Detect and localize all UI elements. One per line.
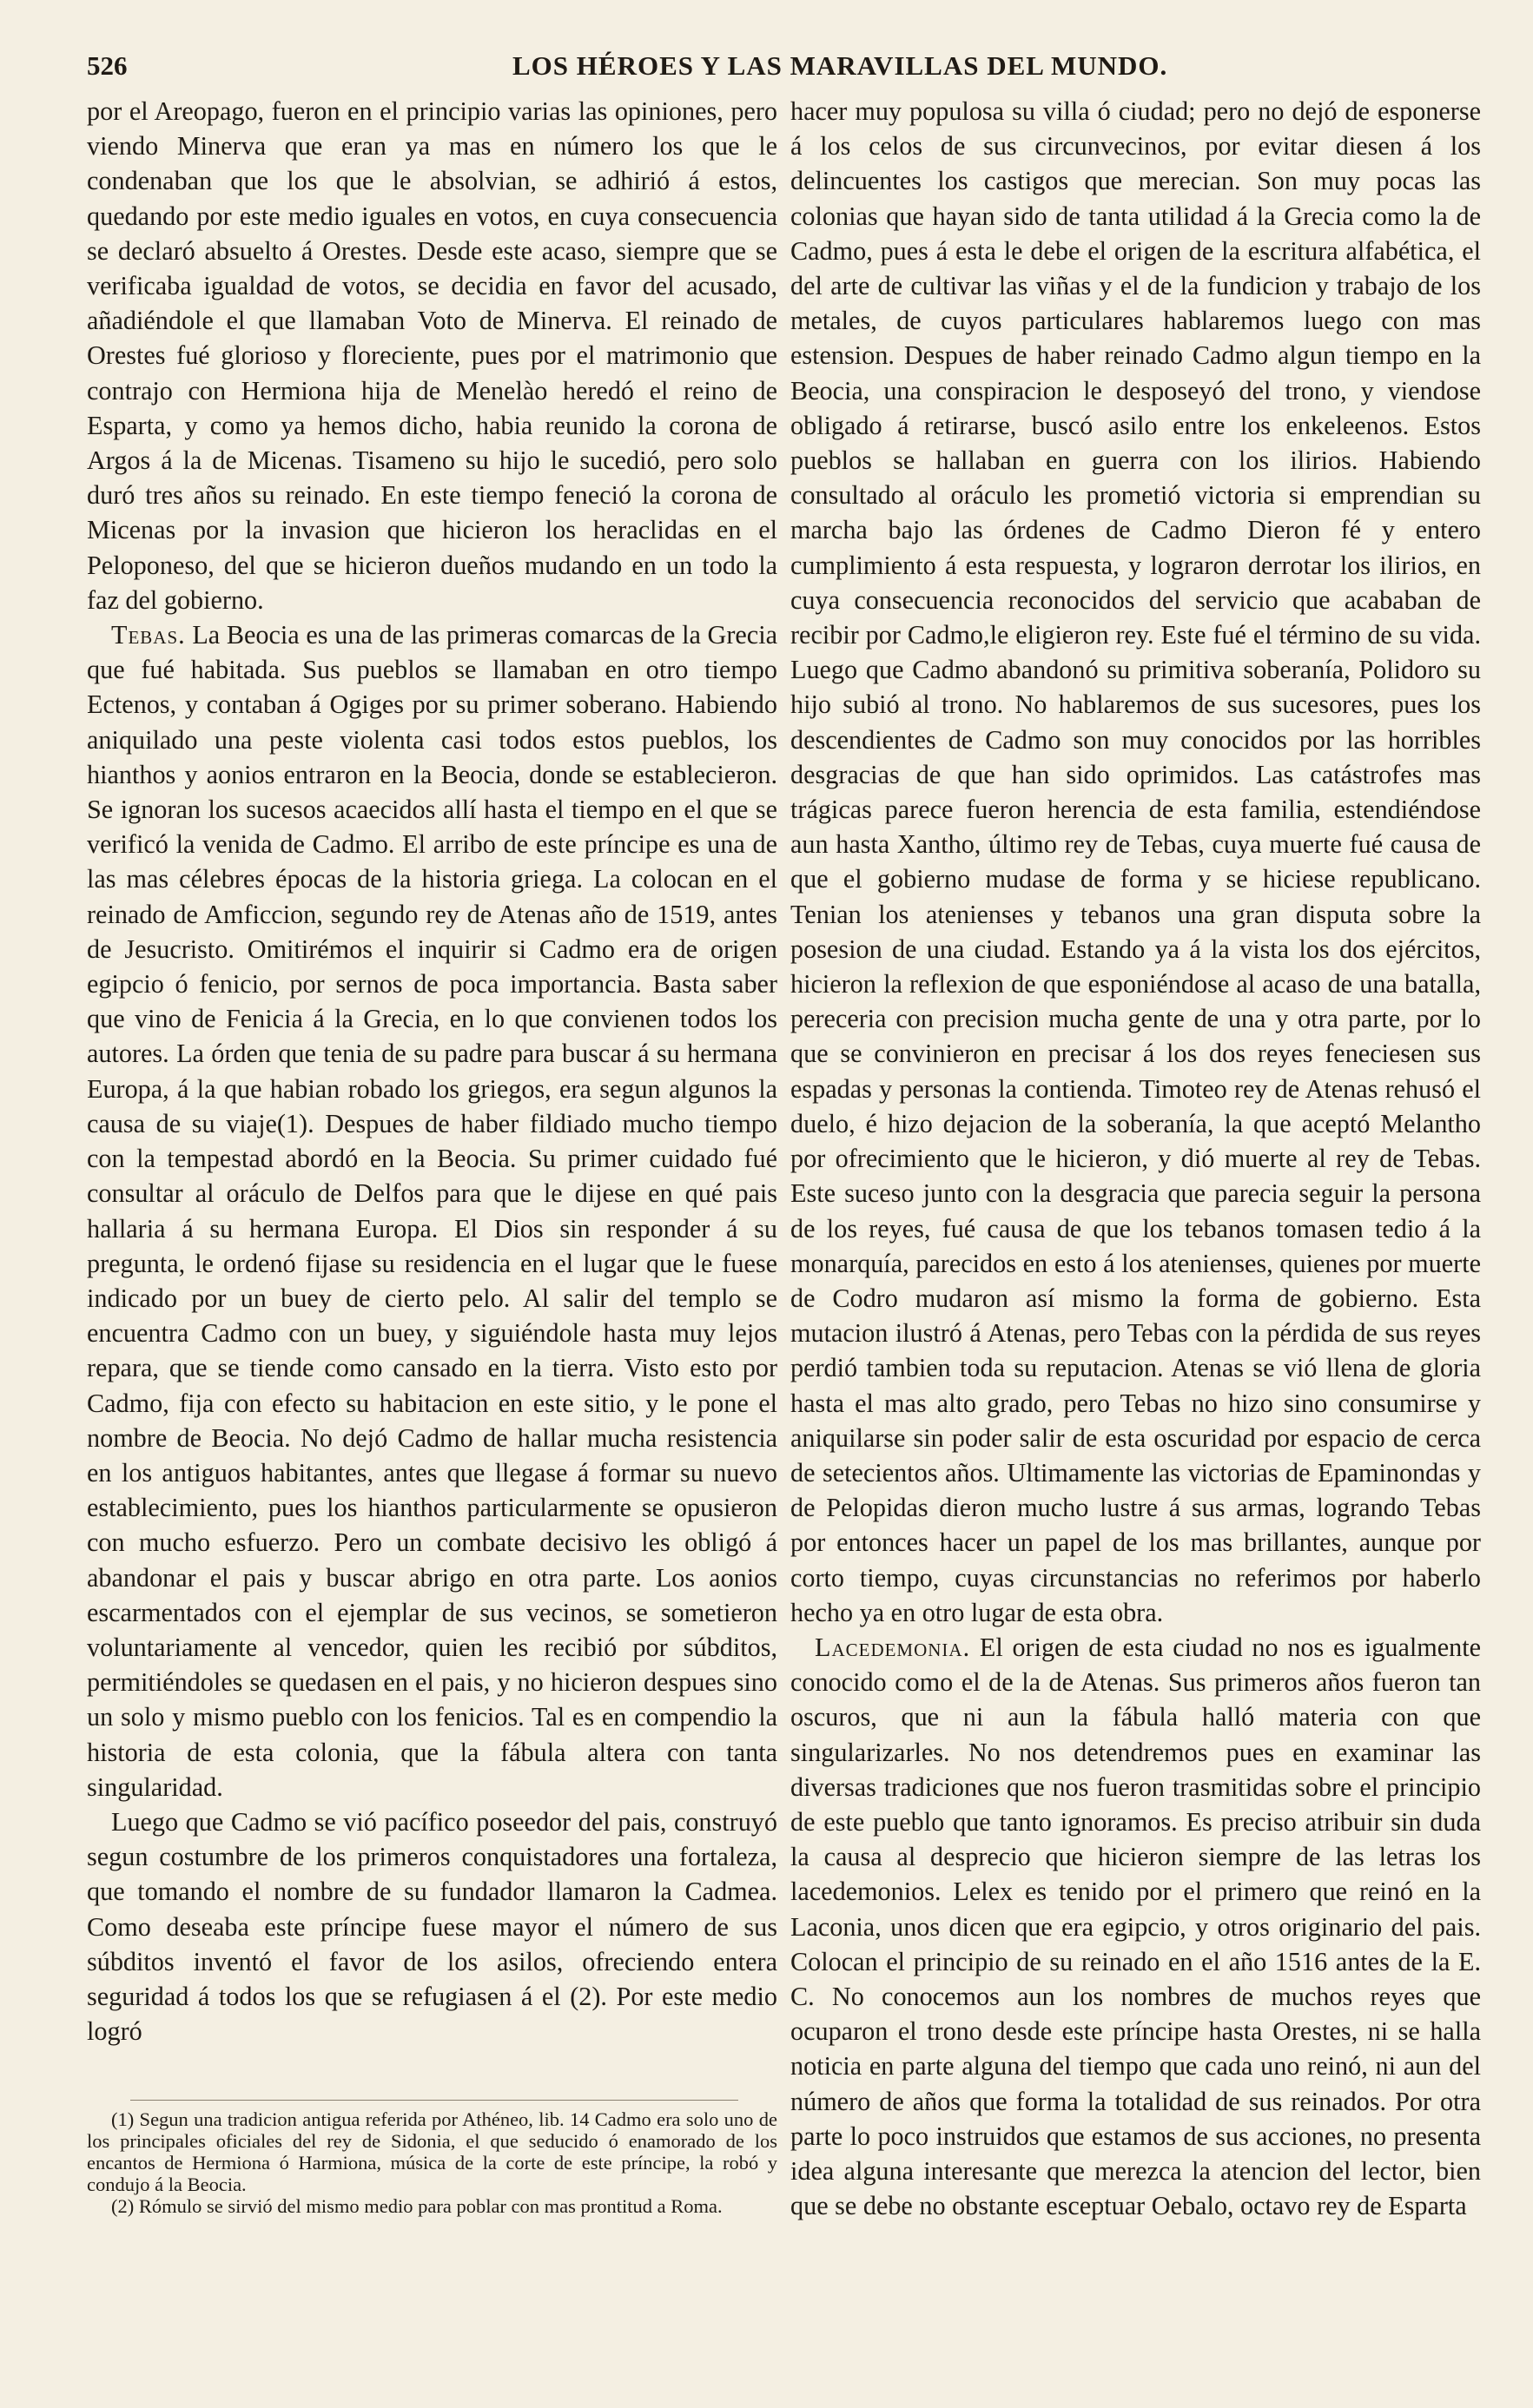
page-number: 526: [87, 50, 128, 81]
footnote-1: (1) Segun una tradicion antigua referida por Athéneo, lib. 14 Cadmo era solo uno de los principales oficiales del rey de Sidonia, el que seducido ó enamorado de los encantos de Hermiona ó Harmiona, música de la corte de este príncipe, la robó y condujo á la Beocia.: [87, 2108, 777, 2195]
paragraph-tebas: [87, 617, 777, 1804]
footnote-2: (2) Rómulo se sirvió del mismo medio para poblar con mas prontitud a Roma.: [111, 2195, 723, 2217]
section-heading-tebas: Tebas.: [111, 620, 186, 650]
paragraph-cadmea: Luego que Cadmo se vió pacífico poseedor del pais, construyó segun costumbre de los primeros conquistadores una fortaleza, que tomando el nombre de su fundador llamaron la Cadmea. Como deseaba este príncipe fuese mayor el número de sus súbditos inventó el favor de los asilos, ofreciendo entera seguridad á todos los que se refugiasen á el (2). Por este medio logró: [87, 1806, 777, 2047]
paragraph-lacedemonia: [790, 1630, 1481, 2223]
page-header: [87, 50, 1459, 85]
footnote-divider: [130, 2100, 738, 2101]
running-title: LOS HÉROES Y LAS MARAVILLAS DEL MUNDO.: [512, 50, 1168, 81]
paragraph-lacedemonia-text: El origen de esta ciudad no nos es igualmente conocido como el de la de Atenas. Sus primeros años fueron tan oscuros, que ni aun la fábula halló materia con que singularizarles. No nos detendremos pues en examinar las diversas tradiciones que nos fueron trasmitidas sobre el principio de este pueblo que tanto ignoramos. Es preciso atribuir sin duda la causa al desprecio que hicieron siempre de las letras los lacedemonios. Lelex es tenido por el primero que reinó en la Laconia, unos dicen que era egipcio, y otros originario del pais. Colocan el principio de su reinado en el año 1516 antes de la E. C. No conocemos aun los nombres de muchos reyes que ocuparon el trono desde este príncipe hasta Orestes, ni se halla noticia en parte alguna del tiempo que cada uno reinó, ni aun del número de años que forma la totalidad de sus reinados. Por otra parte lo poco instruidos que estamos de sus acciones, no presenta idea alguna interesante que merezca la atencion del lector, bien que se debe no obstante esceptuar Oebalo, octavo rey de Esparta: [790, 1632, 1481, 2221]
section-heading-lacedemonia: Lacedemonia.: [815, 1632, 971, 1662]
paragraph-cadmo-reign: hacer muy populosa su villa ó ciudad; pero no dejó de esponerse á los celos de sus circunvecinos, por evitar diesen á los delincuentes los castigos que merecian. Son muy pocas las colonias que hayan sido de tanta utilidad á la Grecia como la de Cadmo, pues á esta le debe el origen de la escritura alfabética, el del arte de cultivar las viñas y el de la fundicion y trabajo de los metales, de cuyos particulares hablaremos luego con mas estension. Despues de haber reinado Cadmo algun tiempo en la Beocia, una conspiracion le desposeyó del trono, y viendose obligado á retirarse, buscó asilo entre los enkeleenos. Estos pueblos se hallaban en guerra con los ilirios. Habiendo consultado al oráculo les prometió victoria si emprendian su marcha bajo las órdenes de Cadmo Dieron fé y entero cumplimiento á esta respuesta, y lograron derrotar los ilirios, en cuya consecuencia reconocidos del servicio que acababan de recibir por Cadmo,le eligieron rey. Este fué el término de su vida. Luego que Cadmo abandonó su primitiva soberanía, Polidoro su hijo subió al trono. No hablaremos de sus sucesores, pues los descendientes de Cadmo son muy conocidos por las horribles desgracias de que han sido oprimidos. Las catástrofes mas trágicas parece fueron herencia de esta familia, estendiéndose aun hasta Xantho, último rey de Tebas, cuya muerte fué causa de que el gobierno mudase de forma y se hiciese republicano. Tenian los atenienses y tebanos una gran disputa sobre la posesion de una ciudad. Estando ya á la vista los dos ejércitos, hicieron la reflexion de que esponiéndose al acaso de una batalla, pereceria con precision mucha gente de una y otra parte, por lo que se convinieron en precisar á los dos reyes feneciesen sus espadas y personas la contienda. Timoteo rey de Atenas rehusó el duelo, é hizo dejacion de la soberanía, la que aceptó Melantho por ofrecimiento que le hicieron, y dió muerte al rey de Tebas. Este suceso junto con la desgracia que parecia seguir la persona de los reyes, fué causa de que los tebanos tomasen tedio á la monarquía, parecidos en esto á los atenienses, quienes por muerte de Codro mudaron así mismo la forma de gobierno. Esta mutacion ilustró á Atenas, pero Tebas con la pérdida de sus reyes perdió tambien toda su reputacion. Atenas se vió llena de gloria hasta el mas alto grado, pero Tebas no hizo sino consumirse y aniquilarse sin poder salir de esta oscuridad por espacio de cerca de setecientos años. Ultimamente las victorias de Epaminondas y de Pelopidas dieron mucho lustre á sus armas, logrando Tebas por entonces hacer un papel de los mas brillantes, aunque por corto tiempo, cuyas circunstancias no referimos por haberlo hecho ya en otro lugar de esta obra.: [790, 96, 1481, 1627]
right-column: [790, 94, 1481, 2223]
paragraph-tebas-text: La Beocia es una de las primeras comarcas de la Grecia que fué habitada. Sus pueblos se llamaban en otro tiempo Ectenos, y contaban á Ogiges por su primer soberano. Habiendo aniquilado una peste violenta casi todos estos pueblos, los hianthos y aonios entraron en la Beocia, donde se establecieron. Se ignoran los sucesos acaecidos allí hasta el tiempo en el que se verificó la venida de Cadmo. El arribo de este príncipe es una de las mas célebres épocas de la historia griega. La colocan en el reinado de Amficcion, segundo rey de Atenas año de 1519, antes de Jesucristo. Omitirémos el inquirir si Cadmo era de origen egipcio ó fenicio, por sernos de poca importancia. Basta saber que vino de Fenicia á la Grecia, en lo que convienen todos los autores. La órden que tenia de su padre para buscar á su hermana Europa, á la que habian robado los griegos, era segun algunos la causa de su viaje(1). Despues de haber fildiado mucho tiempo con la tempestad abordó en la Beocia. Su primer cuidado fué consultar al oráculo de Delfos para que le dijese en qué pais hallaria á su hermana Europa. El Dios sin responder á su pregunta, le ordenó fijase su residencia en el lugar que le fuese indicado por un buey de cierto pelo. Al salir del templo se encuentra Cadmo con un buey, y siguiéndole hasta muy lejos repara, que se tiende como cansado en la tierra. Visto esto por Cadmo, fija con efecto su habitacion en este sitio, y le pone el nombre de Beocia. No dejó Cadmo de hallar mucha resistencia en los antiguos habitantes, antes que llegase á formar su nuevo establecimiento, pues los hianthos particularmente se opusieron con mucho esfuerzo. Pero un combate decisivo les obligó á abandonar el pais y buscar abrigo en otra parte. Los aonios escarmentados con el ejemplar de sus vecinos, se sometieron voluntariamente al vencedor, quien les recibió por súbditos, permitiéndoles se quedasen en el pais, y no hicieron despues sino un solo y mismo pueblo con los fenicios. Tal es en compendio la historia de esta colonia, que la fábula altera con tanta singularidad.: [87, 620, 777, 1802]
paragraph-orestes: por el Areopago, fueron en el principio varias las opiniones, pero viendo Minerva que eran ya mas en número los que le condenaban que los que le absolvian, se adhirió á estos, quedando por este medio iguales en votos, en cuya consecuencia se declaró absuelto á Orestes. Desde este acaso, siempre que se verificaba igualdad de votos, se decidia en favor del acusado, añadiéndole el que llamaban Voto de Minerva. El reinado de Orestes fué glorioso y floreciente, pues por el matrimonio que contrajo con Hermiona hija de Menelào heredó el reino de Esparta, y como ya hemos dicho, habia reunido la corona de Argos á la de Micenas. Tisameno su hijo le sucedió, pero solo duró tres años su reinado. En este tiempo feneció la corona de Micenas por la invasion que hicieron los heraclidas en el Peloponeso, del que se hicieron dueños mudando en un todo la faz del gobierno.: [87, 96, 777, 615]
left-column: [87, 94, 777, 2048]
footnotes: [87, 2108, 777, 2217]
